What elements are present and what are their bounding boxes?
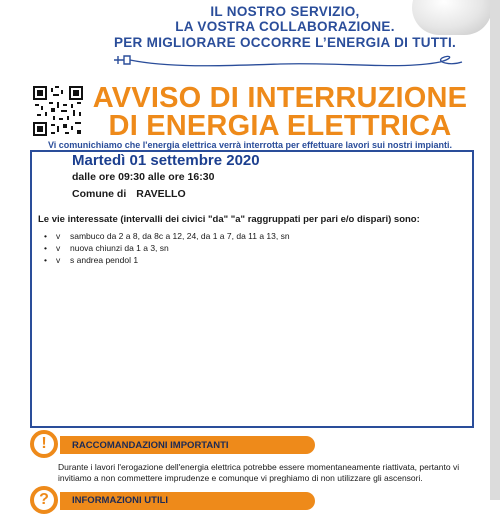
bullet-icon: • <box>44 231 47 241</box>
slogan-line-1: IL NOSTRO SERVIZIO, <box>210 4 360 19</box>
comune-label: Comune di <box>72 188 127 200</box>
notice-title-line-1: AVVISO DI INTERRUZIONE <box>92 82 468 114</box>
slogan-banner <box>0 0 500 72</box>
street-prefix: v <box>56 243 61 253</box>
recommendations-text: Durante i lavori l'erogazione dell'energia elettrica potrebbe essere momentaneamente riattivata, pertanto vi invitiamo a non commettere imprudenze e comunque vi preghiamo di non utilizzare gli ascensori. <box>58 462 460 483</box>
info-heading: INFORMAZIONI UTILI <box>72 495 169 506</box>
bullet-icon: • <box>44 243 47 253</box>
street-text: s andrea pendol 1 <box>70 255 139 265</box>
comune-line <box>72 188 186 200</box>
exclamation-icon: ! <box>30 430 58 458</box>
interruption-date: Martedì 01 settembre 2020 <box>72 152 260 169</box>
notice-title-line-2: DI ENERGIA ELETTRICA <box>108 110 452 142</box>
list-item <box>44 255 138 265</box>
qr-code[interactable] <box>33 86 83 136</box>
street-prefix: v <box>56 231 61 241</box>
street-text: nuova chiunzi da 1 a 3, sn <box>70 243 169 253</box>
streets-heading: Le vie interessate (intervalli dei civici "da" "a" raggruppati per pari e/o dispari) sono: <box>38 214 420 225</box>
comune-value: RAVELLO <box>136 188 186 200</box>
plug-cable-icon <box>110 50 470 72</box>
street-prefix: v <box>56 255 61 265</box>
page-edge <box>490 0 500 500</box>
list-item <box>44 231 290 241</box>
question-icon: ? <box>30 486 58 514</box>
lightbulb-icon <box>412 0 492 35</box>
list-item <box>44 243 169 253</box>
interruption-time: dalle ore 09:30 alle ore 16:30 <box>72 171 215 183</box>
slogan-line-2: LA VOSTRA COLLABORAZIONE. <box>175 19 395 34</box>
recommendations-heading: RACCOMANDAZIONI IMPORTANTI <box>72 440 229 451</box>
slogan-line-3: PER MIGLIORARE OCCORRE L’ENERGIA DI TUTTI. <box>113 35 457 50</box>
intro-text: Vi comunichiamo che l'energia elettrica verrà interrotta per effettuare lavori sui nostri impianti. <box>47 140 453 150</box>
street-text: sambuco da 2 a 8, da 8c a 12, 24, da 1 a 7, da 11 a 13, sn <box>70 231 290 241</box>
bullet-icon: • <box>44 255 47 265</box>
